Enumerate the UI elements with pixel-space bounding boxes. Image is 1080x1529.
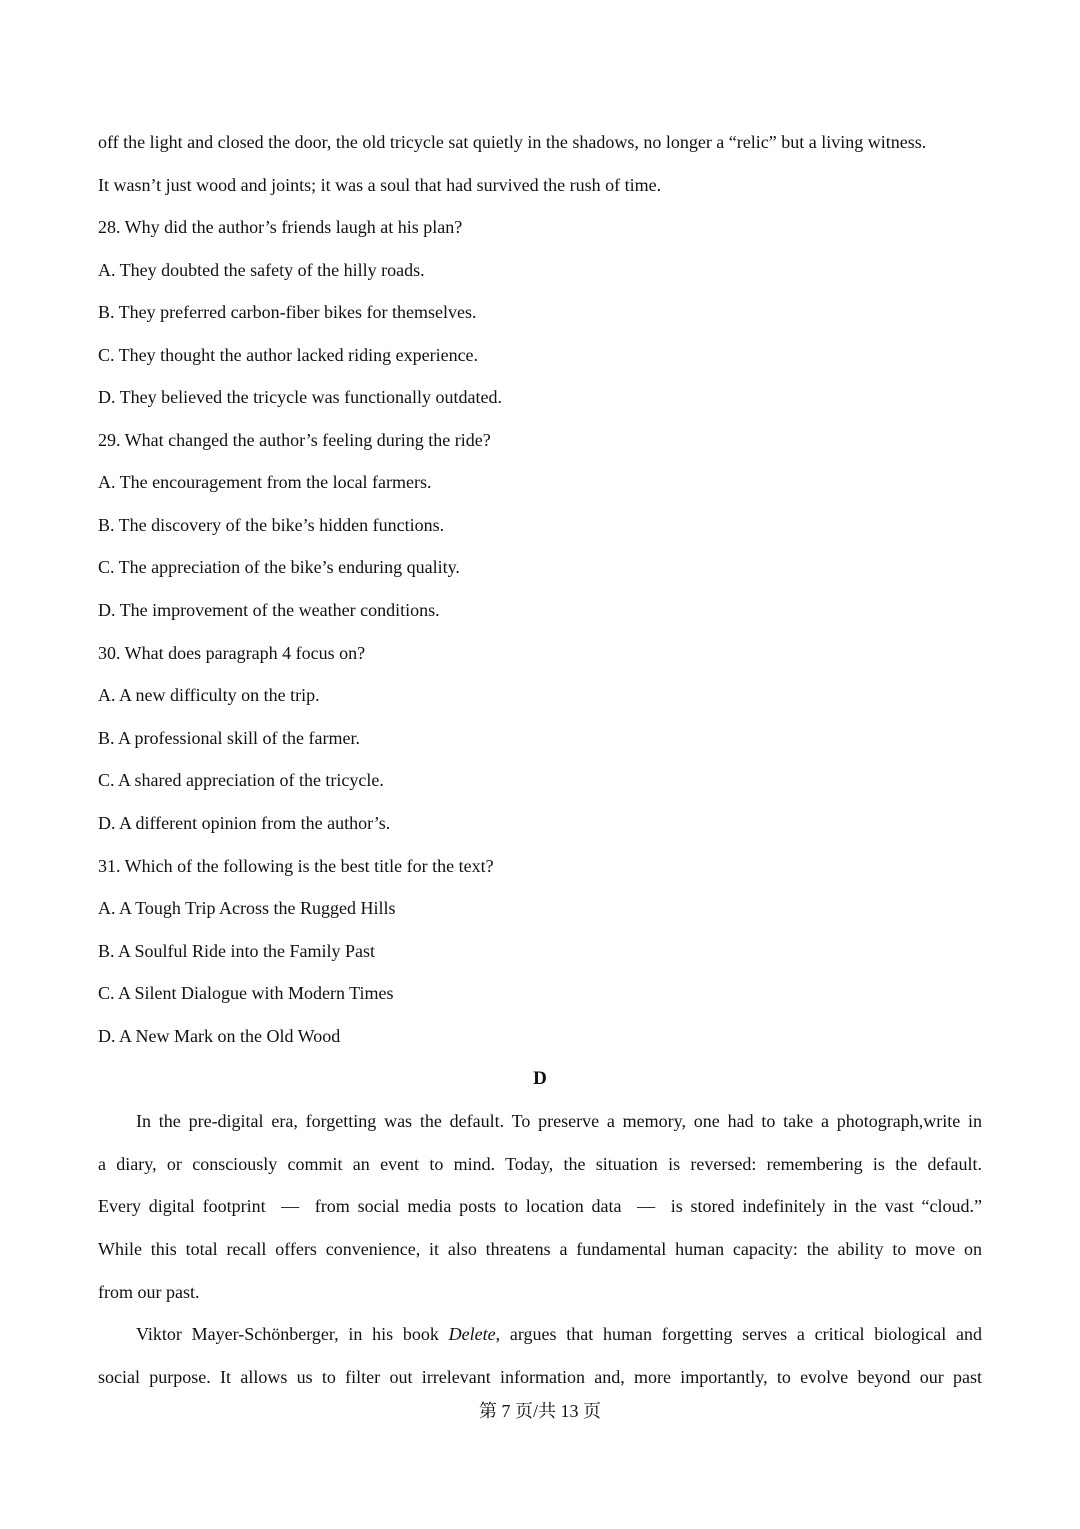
question-30-option-b: B. A professional skill of the farmer. — [98, 728, 360, 748]
question-30-option-a: A. A new difficulty on the trip. — [98, 685, 320, 705]
question-31-option-a: A. A Tough Trip Across the Rugged Hills — [98, 898, 396, 918]
question-31-option-d: D. A New Mark on the Old Wood — [98, 1026, 341, 1046]
question-28-option-b: B. They preferred carbon-fiber bikes for themselves. — [98, 302, 477, 322]
page-number-footer: 第 7 页/共 13 页 — [478, 1401, 601, 1421]
passage-d-line — [136, 1323, 982, 1345]
question-28-option-d: D. They believed the tricycle was functionally outdated. — [98, 387, 503, 407]
question-30-option-c: C. A shared appreciation of the tricycle. — [98, 770, 384, 790]
passage-d-line: from our past. — [98, 1282, 200, 1302]
question-30-stem: 30. What does paragraph 4 focus on? — [98, 643, 366, 663]
question-28-option-a: A. They doubted the safety of the hilly roads. — [98, 260, 425, 280]
passage-d-line: In the pre-digital era, forgetting was the default. To preserve a memory, one had to take a photograph,write in — [136, 1111, 982, 1131]
question-31-stem: 31. Which of the following is the best title for the text? — [98, 856, 494, 876]
passage-d-line: a diary, or consciously commit an event to mind. Today, the situation is reversed: remembering is the default. — [98, 1154, 982, 1174]
question-30-option-d: D. A different opinion from the author’s. — [98, 813, 391, 833]
passage-text-line: It wasn’t just wood and joints; it was a soul that had survived the rush of time. — [98, 175, 662, 195]
question-28-stem: 28. Why did the author’s friends laugh at his plan? — [98, 217, 463, 237]
question-31-option-b: B. A Soulful Ride into the Family Past — [98, 941, 376, 961]
passage-text: Viktor Mayer-Schönberger, in his book — [136, 1324, 449, 1344]
question-29-option-b: B. The discovery of the bike’s hidden functions. — [98, 515, 445, 535]
passage-text-line: off the light and closed the door, the old tricycle sat quietly in the shadows, no longer a “relic” but a living witness. — [98, 132, 927, 152]
question-29-stem: 29. What changed the author’s feeling during the ride? — [98, 430, 491, 450]
passage-text: , argues that human forgetting serves a critical biological and — [495, 1324, 983, 1344]
question-29-option-a: A. The encouragement from the local farmers. — [98, 472, 432, 492]
passage-d-line: social purpose. It allows us to filter out irrelevant information and, more importantly, to evolve beyond our past — [98, 1367, 982, 1387]
question-28-option-c: C. They thought the author lacked riding experience. — [98, 345, 479, 365]
section-heading: D — [533, 1068, 547, 1089]
question-29-option-d: D. The improvement of the weather conditions. — [98, 600, 440, 620]
question-31-option-c: C. A Silent Dialogue with Modern Times — [98, 983, 394, 1003]
book-title: Delete — [448, 1324, 496, 1344]
question-29-option-c: C. The appreciation of the bike’s enduring quality. — [98, 557, 460, 577]
passage-d-line: Every digital footprint — from social media posts to location data — is stored indefinitely in the vast “cloud.” — [98, 1196, 982, 1216]
passage-d-line: While this total recall offers convenience, it also threatens a fundamental human capacity: the ability to move on — [98, 1239, 982, 1259]
